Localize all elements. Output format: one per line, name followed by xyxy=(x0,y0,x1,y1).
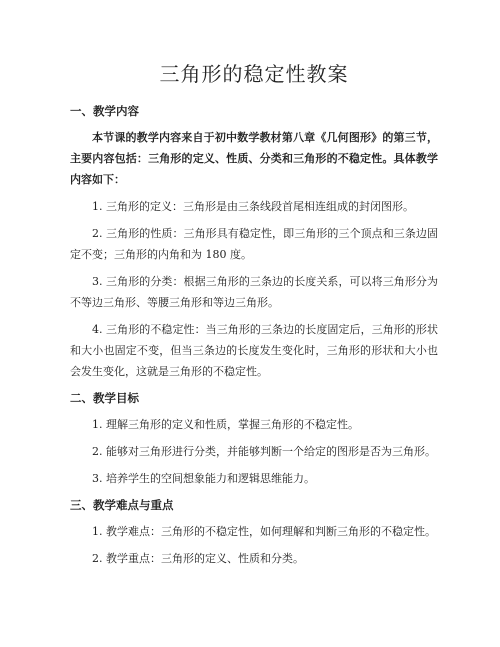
section-teaching-content xyxy=(70,101,438,382)
content-item-instability: 4. 三角形的不稳定性：当三角形的三条边的长度固定后，三角形的形状和大小也固定不变，但当三条边的长度发生变化时，三角形的形状和大小也会发生变化，这就是三角形的不稳定性。 xyxy=(70,323,438,378)
content-item-properties: 2. 三角形的性质：三角形具有稳定性，即三角形的三个顶点和三条边固定不变；三角形的内角和为 180 度。 xyxy=(70,227,438,261)
document-title: 三角形的稳定性教案 xyxy=(159,62,349,86)
goal-item: 3. 培养学生的空间想象能力和逻辑思维能力。 xyxy=(92,472,315,485)
goal-item: 1. 理解三角形的定义和性质，掌握三角形的不稳定性。 xyxy=(92,418,359,431)
goal-item: 2. 能够对三角形进行分类，并能够判断一个给定的图形是否为三角形。 xyxy=(92,445,436,458)
content-item-definition: 1. 三角形的定义：三角形是由三条线段首尾相连组成的封闭图形。 xyxy=(92,200,414,213)
focus-item: 2. 教学重点：三角形的定义、性质和分类。 xyxy=(92,552,304,565)
section-teaching-goals xyxy=(70,388,438,489)
difficulty-item: 1. 教学难点：三角形的不稳定性，如何理解和判断三角形的不稳定性。 xyxy=(92,525,436,538)
section-heading: 一、教学内容 xyxy=(70,104,139,118)
content-item-classification: 3. 三角形的分类：根据三角形的三条边的长度关系，可以将三角形分为不等边三角形、等腰三角形和等边三角形。 xyxy=(70,275,438,309)
section-heading: 三、教学难点与重点 xyxy=(70,498,174,512)
section-heading: 二、教学目标 xyxy=(70,391,139,405)
intro-paragraph: 本节课的教学内容来自于初中数学教材第八章《几何图形》的第三节，主要内容包括：三角形的定义、性质、分类和三角形的不稳定性。具体教学内容如下： xyxy=(70,131,438,186)
section-difficulties-focus xyxy=(70,495,438,569)
